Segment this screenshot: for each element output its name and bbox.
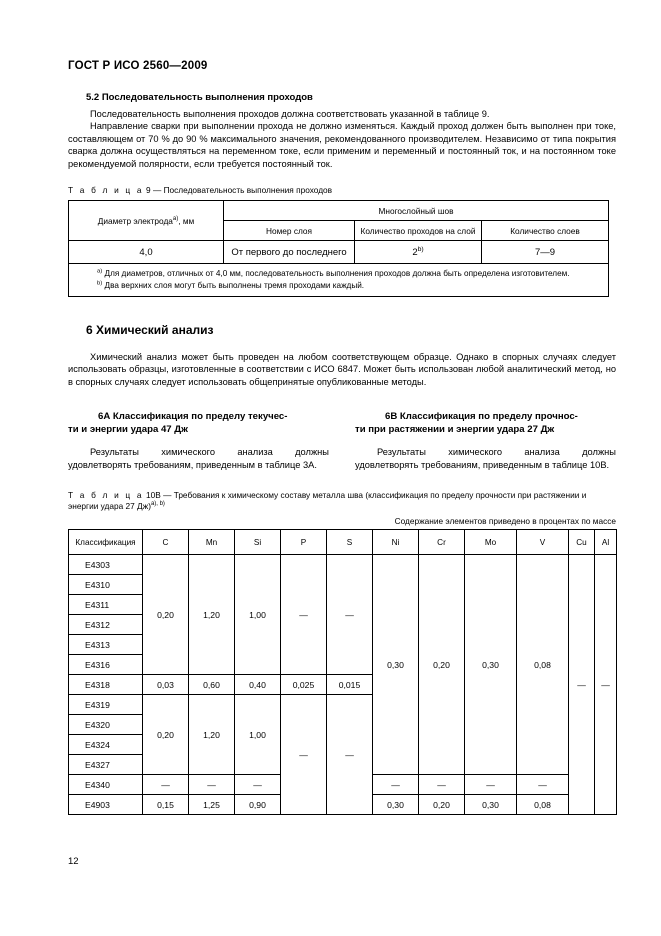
table9-caption-label: Т а б л и ц а [68,185,144,196]
table9-note-a [75,268,602,280]
table10b-cell-p-group1: — [281,555,327,675]
table10b-cell-classification: E4324 [69,735,143,755]
table10b-col-p: P [281,530,327,555]
table10b-cell-mn: 0,60 [189,675,235,695]
table10b-cell-mn: 1,25 [189,795,235,815]
table10b-cell-c-group2: 0,20 [143,695,189,775]
table10b-col-v: V [517,530,569,555]
table10b-units-note: Содержание элементов приведено в процентах по массе [394,516,616,527]
table10b-cell-c-group1: 0,20 [143,555,189,675]
table9-note-b-marker: b) [97,279,103,286]
table9-data-row [69,241,609,264]
table10b-cell-classification: E4320 [69,715,143,735]
column-6a [68,410,329,472]
table10b-col-cu: Cu [569,530,595,555]
table10b-header-row [69,530,617,555]
table10b-cell-p: 0,025 [281,675,327,695]
table10b-cell-classification: E4312 [69,615,143,635]
table10b-caption [68,490,616,512]
table9-note-a-text: Для диаметров, отличных от 4,0 мм, последовательность выполнения проходов должна быть определена изготовителем. [104,269,570,279]
table10b-cell-mn-group2: 1,20 [189,695,235,775]
table10b-col-classification: Классификация [69,530,143,555]
table9-note-b-text: Два верхних слоя могут быть выполнены тремя проходами каждый. [104,280,365,290]
table10b-cell-c: — [143,775,189,795]
running-head: ГОСТ Р ИСО 2560—2009 [68,60,208,72]
table-9 [68,200,609,297]
column-6b [355,410,616,472]
table10b-cell-v: 0,08 [517,795,569,815]
heading-6a-line2: ти и энергии удара 47 Дж [68,424,188,436]
table-10b [68,529,617,815]
table10b-col-c: C [143,530,189,555]
table-row [69,555,617,575]
table9-header-row-1 [69,201,609,221]
table10b-cell-s: 0,015 [327,675,373,695]
heading-6a [68,410,329,436]
table10b-cell-classification: E4303 [69,555,143,575]
table10b-cell-si: 0,40 [235,675,281,695]
table10b-cell-cr: — [419,775,465,795]
table10b-cell-ni-main: 0,30 [373,555,419,775]
table9-caption [68,185,616,196]
heading-6b-line1: 6В Классификация по пределу прочнос- [385,411,578,423]
table10b-cell-mn: — [189,775,235,795]
table10b-cell-si-group1: 1,00 [235,555,281,675]
table9-caption-number: 9 [146,185,151,196]
table9-col-electrode-text: Диаметр электрода [97,215,173,226]
table9-subheader-layer-number: Номер слоя [224,221,355,241]
heading-6a-line1: 6А Классификация по пределу текучес- [98,411,288,423]
table10b-cell-p-group2: — [281,695,327,815]
table10b-cell-s-group2: — [327,695,373,815]
heading-6: 6 Химический анализ [86,323,214,338]
table9-subheader-layers: Количество слоев [482,221,609,241]
table9-notes [69,264,609,297]
table9-cell-diameter: 4,0 [69,241,224,264]
table9-col-electrode-unit: , мм [178,215,195,226]
table9-note-a-marker: а) [97,268,103,275]
table9-cell-passes-footnote-marker: b) [417,245,424,253]
table10b-cell-ni: — [373,775,419,795]
table10b-cell-classification: E4318 [69,675,143,695]
table9-cell-layers: 7—9 [482,241,609,264]
table10b-cell-c: 0,03 [143,675,189,695]
table9-cell-passes [355,241,482,264]
heading-6b [355,410,616,436]
paragraph-6a: Результаты химического анализа должны удовлетворять требованиям, приведенным в таблице 3А. [68,447,329,471]
table9-group-header: Многослойный шов [224,201,609,221]
table10b-col-si: Si [235,530,281,555]
table10b-cell-classification: E4319 [69,695,143,715]
table10b-cell-classification: E4310 [69,575,143,595]
table10b-cell-mo: — [465,775,517,795]
heading-6b-line2: ти при растяжении и энергии удара 27 Дж [355,424,555,436]
table10b-cell-si: — [235,775,281,795]
table9-cell-passes-value: 2 [412,246,418,258]
table10b-caption-text: — Требования к химическому составу металла шва (классификация по пределу прочности при растяжении и энергии удара 27 Дж) [68,490,587,512]
table10b-cell-al-all: — [595,555,617,815]
table10b-cell-ni: 0,30 [373,795,419,815]
table10b-cell-classification: E4311 [69,595,143,615]
table10b-cell-s-group1: — [327,555,373,675]
page-number: 12 [68,856,79,867]
table10b-caption-footnote-marker: а), b) [150,501,165,508]
table10b-cell-classification: E4316 [69,655,143,675]
two-column-block [68,410,616,472]
table10b-col-mo: Mo [465,530,517,555]
paragraph-6b: Результаты химического анализа должны удовлетворять требованиям, приведенным в таблице 10В. [355,447,616,471]
table10b-cell-cr: 0,20 [419,795,465,815]
table10b-cell-c: 0,15 [143,795,189,815]
table10b-cell-mo: 0,30 [465,795,517,815]
table10b-caption-number: 10В [146,490,161,501]
table10b-cell-cu-all: — [569,555,595,815]
table10b-cell-si: 0,90 [235,795,281,815]
page-content [68,60,616,815]
table10b-caption-label: Т а б л и ц а [68,490,144,501]
table10b-col-mn: Mn [189,530,235,555]
table10b-cell-classification: E4903 [69,795,143,815]
table9-note-b [75,280,602,292]
table10b-cell-si-group2: 1,00 [235,695,281,775]
table9-subheader-passes: Количество проходов на слой [355,221,482,241]
table10b-cell-cr-main: 0,20 [419,555,465,775]
table10b-cell-mo-main: 0,30 [465,555,517,775]
table10b-col-ni: Ni [373,530,419,555]
table9-notes-row [69,264,609,297]
heading-5-2: 5.2 Последовательность выполнения проходов [86,92,313,103]
table10b-cell-classification: E4313 [69,635,143,655]
paragraph-5-2-2: Направление сварки при выполнении прохода не должно изменяться. Каждый проход должен быть выполнен при токе, составляющем от 70 % до 90 % максимального значения, рекомендованного производителем. Независимо от типа покрытия сварка должна осуществляться на переменном токе, если применим и переменный и постоянный ток, и на постоянном токе рекомендуемой полярности, если требуется постоянный ток. [68,121,616,169]
table9-col-electrode-footnote-marker: а) [172,215,179,222]
paragraph-6-1: Химический анализ может быть проведен на любом соответствующем образце. Однако в спорных случаях следует использовать образцы, изготовленные в соответствии с ИСО 6847. Может быть использован любой аналитический метод, но в спорных случаях следует использовать общепринятые опубликованные методы. [68,352,616,387]
table9-cell-layer-number: От первого до последнего [224,241,355,264]
table10b-cell-v: — [517,775,569,795]
table9-caption-text: — Последовательность выполнения проходов [152,185,333,196]
table10b-col-s: S [327,530,373,555]
table10b-cell-classification: E4340 [69,775,143,795]
table10b-cell-v-main: 0,08 [517,555,569,775]
table10b-col-al: Al [595,530,617,555]
table10b-col-cr: Cr [419,530,465,555]
table10b-cell-classification: E4327 [69,755,143,775]
table10b-cell-mn-group1: 1,20 [189,555,235,675]
table9-col-electrode [69,201,224,241]
paragraph-5-2-1: Последовательность выполнения проходов должна соответствовать указанной в таблице 9. [90,109,490,119]
